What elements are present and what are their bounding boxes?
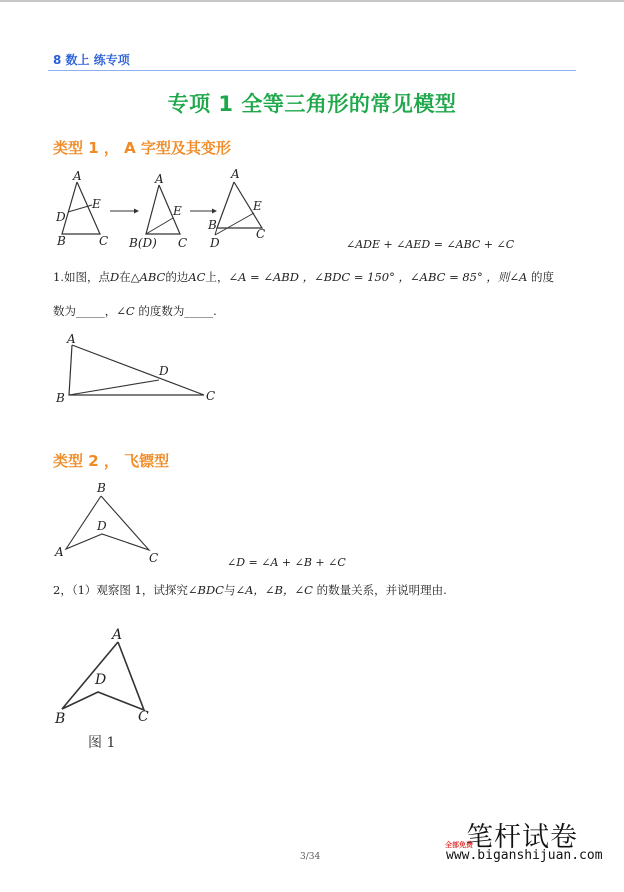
- q2-angles: ∠A，∠B，∠C: [235, 583, 317, 597]
- svg-text:A: A: [231, 167, 240, 181]
- q1-blank-2: 的度数为_____.: [138, 304, 217, 318]
- svg-text:E: E: [92, 197, 101, 211]
- q1-side: AC: [188, 270, 206, 284]
- q2-angle-bdc: ∠BDC: [187, 583, 224, 597]
- svg-text:B: B: [57, 234, 66, 248]
- svg-text:D: D: [159, 364, 169, 378]
- svg-text:A: A: [112, 627, 123, 643]
- svg-text:C: C: [149, 551, 159, 565]
- formula-a-type: ∠ADE + ∠AED = ∠ABC + ∠C: [346, 238, 515, 251]
- svg-text:E: E: [253, 199, 262, 213]
- q1-point: D: [109, 270, 120, 284]
- svg-text:A: A: [55, 545, 64, 559]
- q1-text: 在: [119, 270, 131, 284]
- svg-text:C: C: [256, 227, 266, 241]
- figure-a-shape-2: [128, 168, 198, 248]
- figure-a-shape-1: [55, 168, 115, 248]
- header-divider: [48, 70, 576, 71]
- q1-triangle: △ABC: [130, 270, 166, 284]
- question-1-line-1: [53, 269, 554, 285]
- q1-conditions: ∠A = ∠ABD ，∠BDC = 150° ，∠ABC = 85° ，则∠A: [228, 270, 532, 284]
- running-header: 8 数上 练专项: [53, 53, 130, 67]
- q1-text: 的度: [531, 270, 555, 284]
- svg-text:E: E: [173, 204, 182, 218]
- figure-a-shape-3: [208, 165, 278, 250]
- formula-dart-type: ∠D = ∠A + ∠B + ∠C: [227, 556, 346, 569]
- svg-text:B: B: [55, 711, 66, 727]
- question-2-text: [53, 582, 447, 598]
- q2-text: 2，（1）观察图 1，试探究: [53, 583, 188, 597]
- question-1-figure: [52, 330, 227, 405]
- question-2-figure-1: [52, 622, 162, 727]
- section-heading-type1: 类型 1 ， A 字型及其变形: [53, 139, 231, 157]
- svg-text:D: D: [210, 236, 220, 250]
- svg-text:D: D: [95, 672, 107, 688]
- page-title: 专项 1 全等三角形的常见模型: [167, 92, 457, 116]
- svg-text:C: C: [178, 236, 188, 250]
- svg-text:C: C: [206, 389, 216, 403]
- q2-text: 与: [223, 583, 236, 597]
- q2-text: 的数量关系，并说明理由.: [316, 583, 447, 597]
- q1-blank-1: 数为_____，: [53, 304, 117, 318]
- svg-text:C: C: [138, 709, 149, 725]
- q1-text: 的边: [165, 270, 189, 284]
- svg-text:D: D: [97, 519, 107, 533]
- svg-text:A: A: [73, 169, 82, 183]
- svg-text:A: A: [155, 172, 164, 186]
- svg-text:B: B: [208, 218, 217, 232]
- svg-text:B(D): B(D): [129, 236, 157, 250]
- page-number: 3/34: [300, 852, 321, 862]
- section-heading-type2: 类型 2 ， 飞镖型: [53, 452, 170, 470]
- figure-caption: 图 1: [88, 735, 116, 751]
- svg-text:C: C: [99, 234, 109, 248]
- svg-text:A: A: [67, 332, 76, 346]
- watermark-tag: 全部免费: [445, 841, 473, 849]
- question-1-line-2: [53, 303, 217, 319]
- svg-text:D: D: [56, 210, 66, 224]
- top-border: [0, 0, 624, 2]
- dart-figure: [52, 478, 172, 568]
- svg-text:B: B: [56, 391, 65, 405]
- q1-angle-c: ∠C: [116, 304, 139, 318]
- watermark-url: www.biganshijuan.com: [446, 848, 603, 863]
- q1-text: 1.如图，点: [53, 270, 110, 284]
- watermark-title: 笔杆试卷: [466, 822, 578, 853]
- q1-text: 上，: [205, 270, 229, 284]
- svg-text:B: B: [97, 481, 106, 495]
